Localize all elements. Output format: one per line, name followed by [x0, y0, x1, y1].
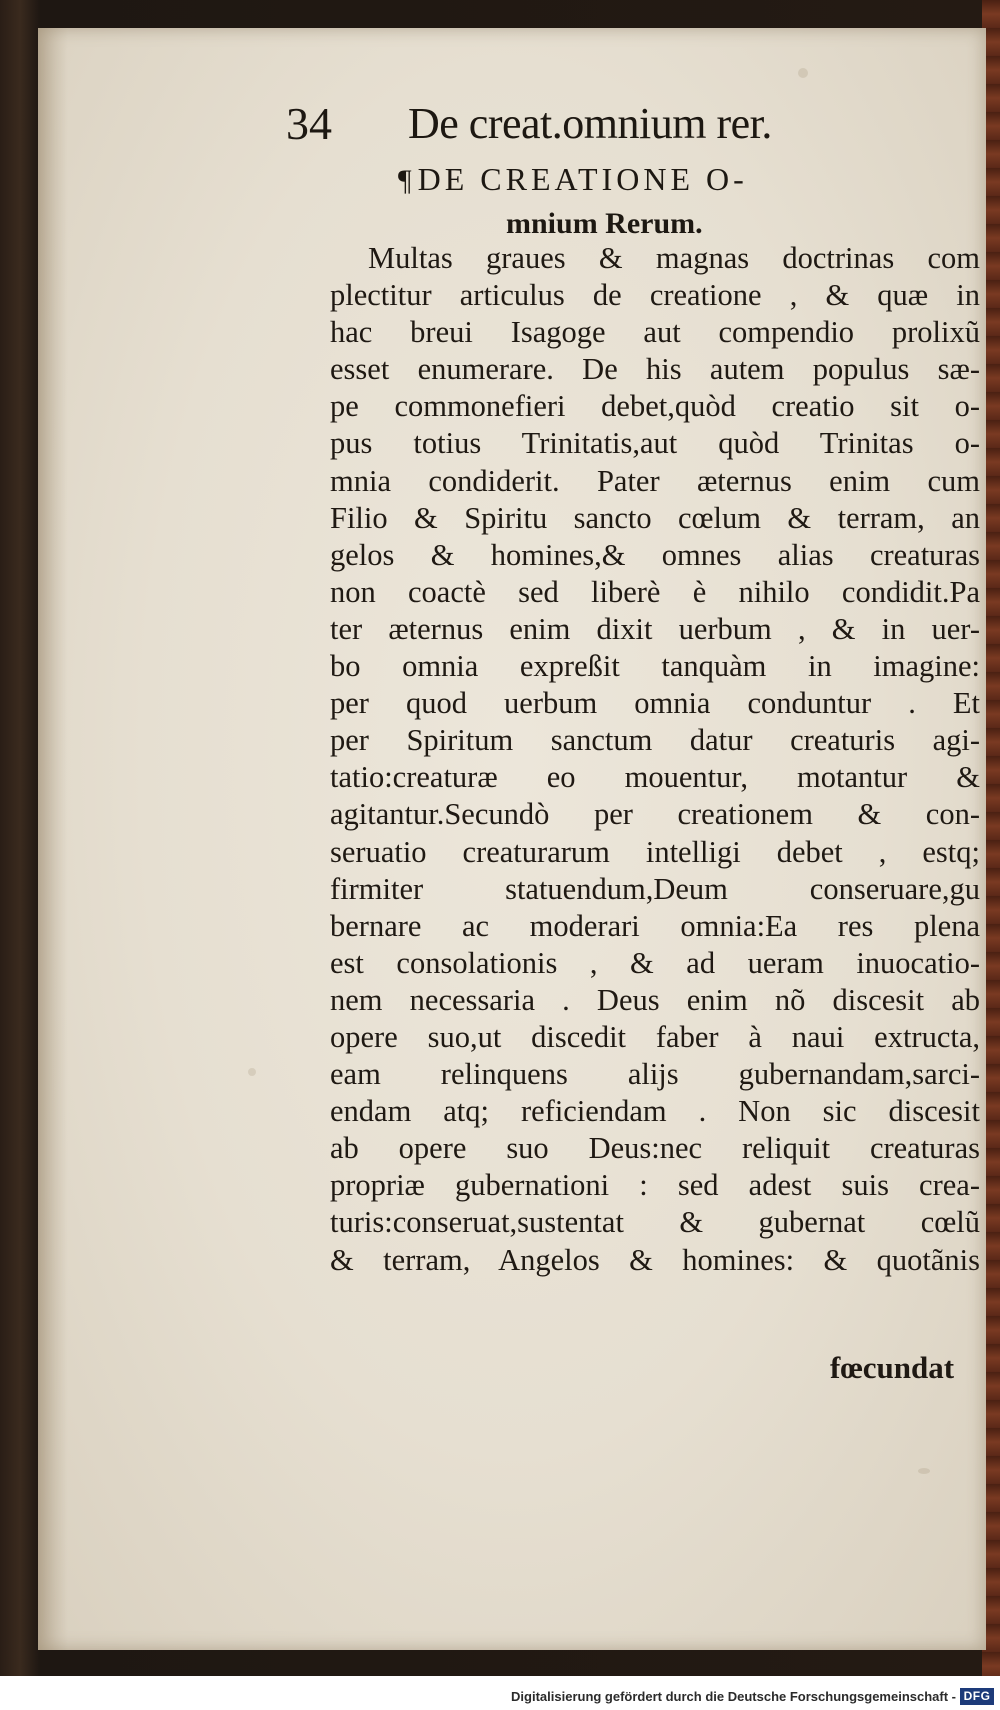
text-line: ter æternus enim dixit uerbum , & in uer- — [330, 611, 980, 646]
body-text — [330, 240, 980, 1279]
text-line: per Spiritum sanctum datur creaturis agi- — [330, 723, 980, 758]
text-line: Filio & Spiritu sancto cœlum & terram, an — [330, 500, 980, 535]
heading-text-1: DE CREATIONE O- — [417, 161, 748, 197]
text-line: plectitur articulus de creatione , & quæ in — [330, 278, 980, 313]
paper-stain — [798, 68, 808, 78]
catchword: fœcundat — [830, 1350, 955, 1385]
text-line: hac breui Isagoge aut compendio prolixũ — [330, 315, 980, 350]
page-number: 34 — [286, 98, 332, 149]
running-head-title: De creat.omnium rer. — [408, 99, 772, 148]
text-line: endam atq; reficiendam . Non sic discesit — [330, 1094, 980, 1129]
text-line: pus totius Trinitatis,aut quòd Trinitas o- — [330, 426, 980, 461]
text-line: eam relinquens alijs gubernandam,sarci- — [330, 1057, 980, 1092]
text-line: esset enumerare. De his autem populus sæ- — [330, 352, 980, 387]
text-line: seruatio creaturarum intelligi debet , estq; — [330, 834, 980, 869]
text-line: bernare ac moderari omnia:Ea res plena — [330, 908, 980, 943]
section-heading — [398, 158, 908, 244]
dfg-logo[interactable]: DFG — [960, 1688, 994, 1705]
section-heading-line-1 — [398, 158, 908, 202]
text-line: turis:conseruat,sustentat & gubernat cœlũ — [330, 1205, 980, 1240]
text-line: propriæ gubernationi : sed adest suis crea- — [330, 1168, 980, 1203]
paper-stain — [248, 1068, 256, 1076]
text-line: pe commonefieri debet,quòd creatio sit o- — [330, 389, 980, 424]
text-line: bo omnia expreßit tanquàm in imagine: — [330, 649, 980, 684]
text-line: per quod uerbum omnia conduntur . Et — [330, 686, 980, 721]
text-line: firmiter statuendum,Deum conseruare,gu — [330, 871, 980, 906]
text-line: mnia condiderit. Pater æternus enim cum — [330, 463, 980, 498]
section-heading-line-2: mnium Rerum. — [506, 207, 703, 240]
text-line: agitantur.Secundò per creationem & con- — [330, 797, 980, 832]
running-head — [286, 96, 966, 156]
text-line: opere suo,ut discedit faber à naui extructa, — [330, 1019, 980, 1054]
text-line: nem necessaria . Deus enim nõ discesit ab — [330, 982, 980, 1017]
funding-credit: Digitalisierung gefördert durch die Deutsche Forschungsgemeinschaft - — [511, 1689, 956, 1704]
footer-bar — [0, 1676, 1000, 1710]
paper-stain — [918, 1468, 930, 1474]
text-line: Multas graues & magnas doctrinas com — [368, 241, 980, 275]
text-line: tatio:creaturæ eo mouentur, motantur & — [330, 760, 980, 795]
text-line: ab opere suo Deus:nec reliquit creaturas — [330, 1131, 980, 1166]
text-line: gelos & homines,& omnes alias creaturas — [330, 537, 980, 572]
text-line: & terram, Angelos & homines: & quotãnis — [330, 1242, 980, 1277]
text-line: non coactè sed liberè è nihilo condidit.Pa — [330, 574, 980, 609]
text-line: est consolationis , & ad ueram inuocatio- — [330, 945, 980, 980]
pilcrow-mark: ¶ — [398, 164, 416, 197]
page-gutter-shadow — [38, 28, 68, 1650]
